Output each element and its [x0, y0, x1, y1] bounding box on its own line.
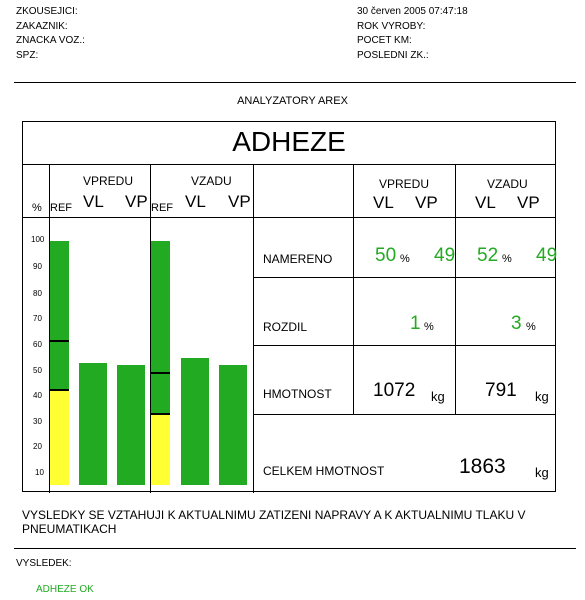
tick-label: 40 [33, 391, 42, 400]
table-front-vp: VP [415, 193, 438, 212]
km-label: POCET KM: [357, 35, 412, 46]
rear-vl-bar [181, 358, 209, 485]
subtitle: ANALYZATORY AREX [237, 95, 348, 107]
tick-label: 70 [33, 314, 42, 323]
table-rear-header: VZADU [487, 177, 528, 191]
rear-vl-value: 52 [477, 245, 499, 266]
front-ref-green-bar [50, 241, 69, 390]
header-left [16, 6, 85, 64]
page-title: ADHEZE [232, 126, 346, 157]
rear-difference-unit: % [526, 321, 536, 333]
result-label: VYSLEDEK: [16, 558, 72, 569]
tick-label: 100 [31, 235, 45, 244]
front-vp-header: VP [125, 192, 148, 211]
bar-chart [23, 122, 253, 493]
ref-label-rear: REF [151, 202, 173, 214]
rear-vp-header: VP [228, 192, 251, 211]
pct-label: % [32, 202, 42, 214]
tick-label: 10 [35, 468, 44, 477]
divider-table-rear [455, 164, 456, 414]
rear-ref-green-bar [151, 241, 170, 414]
front-vl-value: 50 [375, 245, 397, 266]
plate-label: SPZ: [16, 49, 39, 61]
table-front-vl: VL [373, 193, 394, 212]
row-divider-3 [253, 414, 555, 415]
tick-label: 80 [33, 289, 42, 298]
rear-ref-split-mark [151, 413, 170, 415]
front-vl-header: VL [83, 192, 104, 211]
front-vp-value: 49 [434, 245, 456, 266]
ref-label-front: REF [50, 202, 72, 214]
customer-label: ZAKAZNIK: [16, 20, 68, 32]
tick-label: 60 [33, 340, 42, 349]
rear-vp-bar [219, 365, 247, 485]
total-weight-unit: kg [535, 465, 549, 480]
rear-ref-limit-mark [151, 372, 170, 374]
last-test-label: POSLEDNI ZK.: [357, 49, 429, 61]
front-difference: 1 [410, 313, 421, 334]
front-difference-unit: % [424, 321, 434, 333]
datetime: 30 červen 2005 07:47:18 [357, 6, 468, 17]
vehicle-brand-label: ZNACKA VOZ.: [16, 35, 85, 46]
chart-front-header: VPREDU [83, 174, 134, 188]
tester-label: ZKOUSEJICI: [16, 6, 78, 17]
divider-chart-table [253, 164, 254, 493]
tick-label: 30 [33, 417, 42, 426]
year-label: ROK VYROBY: [357, 20, 426, 32]
bottom-divider [14, 548, 576, 549]
note-line-1: VYSLEDKY SE VZTAHUJI K AKTUALNIMU ZATIZENI NAPRAVY A K AKTUALNIMU TLAKU V [22, 508, 526, 522]
row-divider-1 [253, 277, 555, 278]
front-ref-yellow-bar [50, 390, 69, 485]
table-rear-vp: VP [517, 193, 540, 212]
difference-label: ROZDIL [263, 320, 308, 334]
front-ref-split-mark [50, 389, 69, 391]
row-divider-2 [253, 345, 555, 346]
rear-weight-unit: kg [535, 389, 549, 404]
rear-weight: 791 [485, 380, 517, 401]
rear-ref-yellow-bar [151, 414, 170, 485]
rear-vl-unit: % [502, 253, 512, 265]
total-weight: 1863 [459, 455, 506, 478]
rear-vl-header: VL [185, 192, 206, 211]
note [22, 508, 525, 536]
note-line-2: PNEUMATIKACH [22, 522, 117, 536]
tick-label: 90 [33, 262, 42, 271]
measured-label: NAMERENO [263, 252, 333, 266]
total-weight-label: CELKEM HMOTNOST [263, 464, 385, 478]
front-vl-bar [79, 363, 107, 485]
front-ref-limit-mark [50, 340, 69, 342]
tick-label: 50 [33, 366, 42, 375]
chart-rear-header: VZADU [191, 174, 232, 188]
front-weight: 1072 [373, 380, 416, 401]
front-vp-bar [117, 365, 145, 485]
result-value: ADHEZE OK [36, 584, 94, 595]
header-right [357, 6, 468, 64]
divider-table-front [353, 164, 354, 414]
top-divider [14, 82, 576, 83]
adhesion-panel [22, 121, 556, 492]
rear-difference: 3 [511, 313, 522, 334]
rear-vp-value: 49 [536, 245, 558, 266]
table-front-header: VPREDU [379, 177, 430, 191]
weight-label: HMOTNOST [263, 387, 332, 401]
table-rear-vl: VL [475, 193, 496, 212]
tick-label: 20 [33, 442, 42, 451]
front-vl-unit: % [400, 253, 410, 265]
front-weight-unit: kg [431, 389, 445, 404]
